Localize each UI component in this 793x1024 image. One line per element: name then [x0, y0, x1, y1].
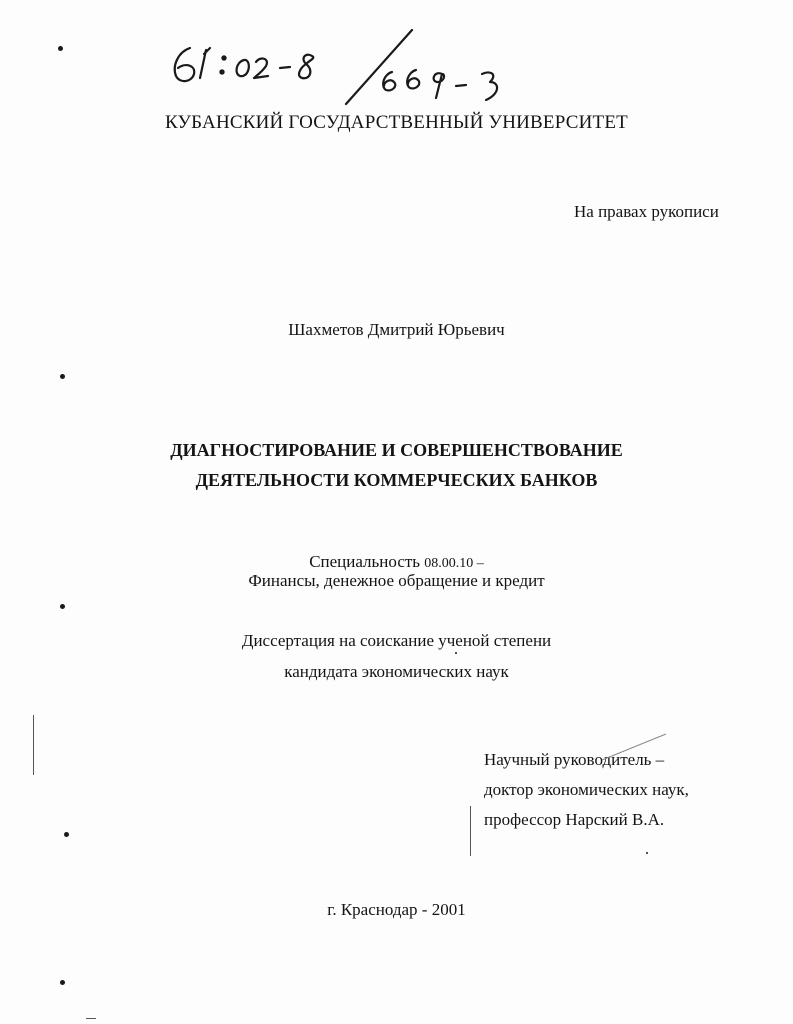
- thesis-title-line-1: ДИАГНОСТИРОВАНИЕ И СОВЕРШЕНСТВОВАНИЕ: [170, 440, 623, 460]
- city-year: г. Краснодар - 2001: [327, 900, 466, 919]
- thesis-degree-line-1: Диссертация на соискание ученой степени: [241, 631, 552, 650]
- scan-dot: [64, 832, 69, 837]
- specialty-label: Специальность: [309, 552, 421, 571]
- scan-pen-stroke: [600, 732, 670, 762]
- scan-margin-line: [33, 715, 34, 775]
- advisor-role: Научный руководитель –: [484, 750, 665, 769]
- specialty-line: [0, 552, 793, 572]
- scan-bracket-line: [470, 806, 471, 856]
- scan-dot: [60, 604, 65, 609]
- scan-dot: [58, 46, 63, 51]
- scan-dot: [60, 980, 65, 985]
- advisor-degree: доктор экономических наук,: [484, 780, 689, 799]
- university-name: КУБАНСКИЙ ГОСУДАРСТВЕННЫЙ УНИВЕРСИТЕТ: [165, 112, 628, 133]
- advisor-name: профессор Нарский В.А.: [484, 810, 665, 829]
- scan-speck: [455, 652, 457, 654]
- scan-speck: [646, 852, 648, 854]
- scan-dot: [60, 374, 65, 379]
- specialty-name: Финансы, денежное обращение и кредит: [248, 571, 545, 590]
- scan-edge-mark: [86, 1018, 96, 1019]
- archive-mark-text: 61:02-8/669-3: [160, 28, 166, 29]
- thesis-title-line-2: ДЕЯТЕЛЬНОСТИ КОММЕРЧЕСКИХ БАНКОВ: [195, 470, 598, 490]
- specialty-code: 08.00.10 –: [424, 556, 484, 571]
- author-name: Шахметов Дмитрий Юрьевич: [288, 320, 505, 339]
- manuscript-rights-note: На правах рукописи: [574, 202, 719, 221]
- thesis-degree-line-2: кандидата экономических наук: [284, 662, 509, 681]
- handwritten-archive-mark: [160, 28, 540, 108]
